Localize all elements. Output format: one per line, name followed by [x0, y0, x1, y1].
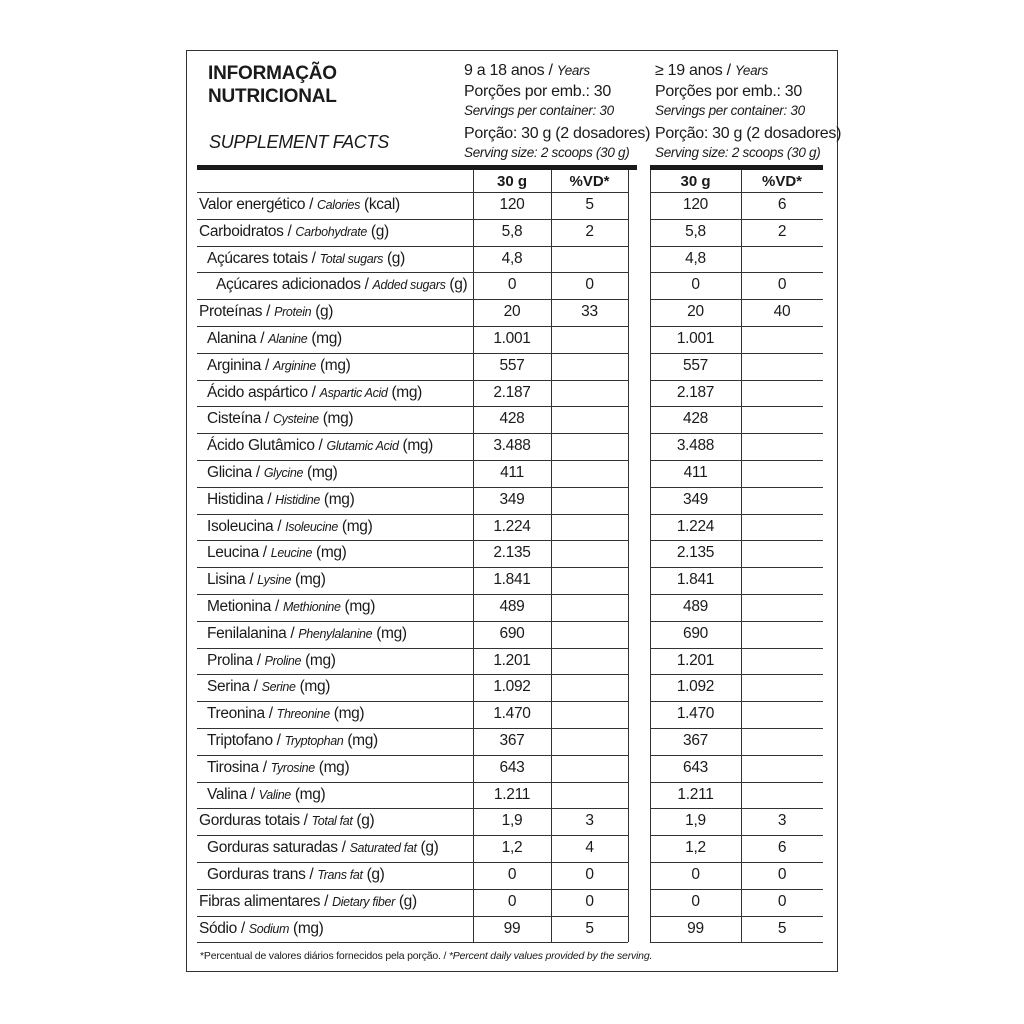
- row-divider: [650, 594, 823, 595]
- row-divider: [650, 862, 823, 863]
- row-divider: [650, 460, 823, 461]
- nutrient-label: Valina / Valine (mg): [207, 786, 326, 803]
- serving-size: Serving size: 2 scoops (30 g): [464, 145, 630, 160]
- nutrient-label: Fibras alimentares / Dietary fiber (g): [199, 893, 417, 910]
- cell-amount-teen: 99: [503, 920, 521, 937]
- portion-size: Porção: 30 g (2 dosadores): [655, 125, 842, 142]
- row-divider: [650, 487, 823, 488]
- nutrient-label: Serina / Serine (mg): [207, 678, 331, 695]
- panel-subtitle: SUPPLEMENT FACTS: [209, 132, 389, 152]
- cell-dv-adult: 5: [777, 920, 787, 937]
- row-divider: [650, 353, 823, 354]
- row-divider: [650, 514, 823, 515]
- row-divider: [197, 299, 628, 300]
- header-amount-adult: 30 g: [680, 173, 711, 190]
- cell-amount-adult: 1,2: [685, 839, 706, 856]
- row-divider: [197, 460, 628, 461]
- column-header-adult: ≥ 19 anos / Years Porções por emb.: 30 Servings per container: 30 Porção: 30 g (2 dosadores) Serving size: 2 scoops (30 g): [655, 62, 842, 160]
- cell-amount-teen: 1.001: [493, 330, 531, 347]
- portion-size: Porção: 30 g (2 dosadores): [464, 125, 651, 142]
- row-divider: [197, 326, 628, 327]
- cell-amount-adult: 489: [683, 598, 708, 615]
- cell-amount-adult: 1.201: [676, 652, 715, 669]
- cell-dv-adult: 0: [777, 276, 787, 293]
- cell-amount-teen: 1.211: [493, 786, 531, 803]
- serving-size: Serving size: 2 scoops (30 g): [655, 145, 821, 160]
- row-divider: [650, 621, 823, 622]
- row-divider: [197, 514, 628, 515]
- cell-dv-adult: 3: [777, 812, 787, 829]
- cell-amount-adult: 2.187: [676, 384, 715, 401]
- cell-amount-teen: 4,8: [501, 250, 523, 267]
- nutrient-label: Cisteína / Cysteine (mg): [207, 410, 354, 427]
- footnote: *Percentual de valores diários fornecidos pela porção. / *Percent daily values provided by the serving.: [200, 950, 653, 962]
- row-divider: [197, 406, 628, 407]
- row-divider: [650, 326, 823, 327]
- cell-amount-teen: 690: [499, 625, 525, 642]
- nutrient-label: Leucina / Leucine (mg): [207, 544, 347, 561]
- row-divider: [197, 219, 628, 220]
- nutrient-label: Tirosina / Tyrosine (mg): [207, 759, 350, 776]
- cell-dv-adult: 2: [777, 223, 787, 240]
- cell-amount-teen: 0: [507, 893, 517, 910]
- cell-amount-adult: 120: [683, 196, 708, 213]
- cell-amount-teen: 1.201: [493, 652, 531, 669]
- nutrient-label: Açúcares adicionados / Added sugars (g): [216, 276, 468, 293]
- cell-amount-teen: 367: [499, 732, 525, 749]
- row-divider: [197, 433, 628, 434]
- nutrient-label: Ácido aspártico / Aspartic Acid (mg): [207, 384, 422, 401]
- cell-amount-teen: 2.135: [493, 544, 531, 561]
- row-divider: [650, 728, 823, 729]
- row-divider: [197, 755, 628, 756]
- cell-amount-adult: 367: [683, 732, 708, 749]
- nutrient-label: Prolina / Proline (mg): [207, 652, 336, 669]
- cell-amount-teen: 349: [499, 491, 525, 508]
- cell-amount-adult: 1.470: [676, 705, 715, 722]
- header-rule: [197, 165, 823, 170]
- cell-amount-adult: 643: [683, 759, 708, 776]
- cell-dv-adult: 6: [777, 196, 787, 213]
- cell-amount-adult: 1,9: [685, 812, 706, 829]
- nutrient-label: Alanina / Alanine (mg): [207, 330, 342, 347]
- cell-dv-teen: 4: [585, 839, 594, 856]
- cell-amount-teen: 0: [507, 276, 517, 293]
- row-divider: [197, 889, 628, 890]
- row-divider: [650, 674, 823, 675]
- cell-amount-teen: 411: [500, 464, 524, 481]
- row-divider: [650, 272, 823, 273]
- age-range-en: Years: [734, 63, 768, 78]
- row-divider: [197, 594, 628, 595]
- cell-dv-teen: 2: [585, 223, 594, 240]
- cell-amount-adult: 5,8: [685, 223, 706, 240]
- row-divider: [197, 835, 628, 836]
- row-divider: [650, 540, 823, 541]
- row-divider: [197, 192, 628, 193]
- row-divider: [197, 942, 628, 943]
- row-divider: [650, 648, 823, 649]
- cell-amount-teen: 1,9: [501, 812, 523, 829]
- cell-amount-adult: 99: [687, 920, 704, 937]
- cell-amount-adult: 0: [691, 866, 700, 883]
- nutrient-label: Isoleucina / Isoleucine (mg): [207, 518, 373, 535]
- row-divider: [197, 674, 628, 675]
- nutrient-label: Fenilalanina / Phenylalanine (mg): [207, 625, 407, 642]
- cell-amount-adult: 20: [687, 303, 704, 320]
- nutrient-label: Treonina / Threonine (mg): [207, 705, 365, 722]
- row-divider: [650, 942, 823, 943]
- cell-amount-adult: 1.224: [676, 518, 715, 535]
- nutrient-label: Valor energético / Calories (kcal): [199, 196, 400, 213]
- cell-amount-adult: 557: [683, 357, 708, 374]
- title-line-2: NUTRICIONAL: [208, 86, 337, 107]
- row-divider: [197, 487, 628, 488]
- cell-amount-adult: 1.211: [677, 786, 714, 803]
- nutrient-label: Sódio / Sodium (mg): [199, 920, 324, 937]
- cell-dv-teen: 0: [585, 866, 594, 883]
- cell-dv-adult: 0: [777, 866, 787, 883]
- row-divider: [197, 246, 628, 247]
- cell-dv-teen: 5: [585, 920, 594, 937]
- row-divider: [650, 192, 823, 193]
- row-divider: [650, 406, 823, 407]
- nutrient-label: Histidina / Histidine (mg): [207, 491, 355, 508]
- cell-dv-teen: 0: [585, 276, 594, 293]
- cell-dv-teen: 0: [585, 893, 594, 910]
- cell-amount-adult: 4,8: [685, 250, 706, 267]
- cell-amount-adult: 1.001: [676, 330, 715, 347]
- row-divider: [650, 889, 823, 890]
- row-divider: [650, 299, 823, 300]
- row-divider: [197, 728, 628, 729]
- panel-title: [208, 62, 337, 108]
- row-divider: [197, 567, 628, 568]
- age-range: ≥ 19 anos: [655, 62, 723, 79]
- row-divider: [650, 433, 823, 434]
- cell-amount-teen: 489: [499, 598, 525, 615]
- row-divider: [650, 219, 823, 220]
- title-line-1: INFORMAÇÃO: [208, 63, 337, 84]
- nutrient-label: Gorduras trans / Trans fat (g): [207, 866, 385, 883]
- cell-amount-adult: 411: [683, 464, 708, 481]
- cell-amount-adult: 0: [691, 276, 700, 293]
- cell-amount-teen: 1.470: [493, 705, 531, 722]
- row-divider: [650, 701, 823, 702]
- cell-amount-adult: 428: [683, 410, 708, 427]
- row-divider: [650, 246, 823, 247]
- row-divider: [197, 272, 628, 273]
- cell-amount-teen: 428: [499, 410, 525, 427]
- cell-dv-adult: 40: [773, 303, 791, 320]
- row-divider: [197, 808, 628, 809]
- row-divider: [197, 782, 628, 783]
- nutrient-label: Arginina / Arginine (mg): [207, 357, 351, 374]
- column-header-teen: 9 a 18 anos / Years Porções por emb.: 30 Servings per container: 30 Porção: 30 g (2 dosadores) Serving size: 2 scoops (30 g): [464, 62, 651, 160]
- nutrient-label: Carboidratos / Carbohydrate (g): [199, 223, 389, 240]
- cell-amount-teen: 1,2: [501, 839, 523, 856]
- portions-per-container: Porções por emb.: 30: [655, 83, 802, 100]
- servings-per-container: Servings per container: 30: [655, 103, 805, 118]
- row-divider: [197, 648, 628, 649]
- cell-amount-adult: 2.135: [676, 544, 715, 561]
- nutrient-label: Gorduras saturadas / Saturated fat (g): [207, 839, 439, 856]
- row-divider: [197, 701, 628, 702]
- cell-amount-adult: 1.092: [676, 678, 715, 695]
- nutrient-label: Triptofano / Tryptophan (mg): [207, 732, 378, 749]
- cell-amount-adult: 690: [683, 625, 708, 642]
- row-divider: [197, 353, 628, 354]
- servings-per-container: Servings per container: 30: [464, 103, 614, 118]
- row-divider: [197, 862, 628, 863]
- cell-amount-teen: 5,8: [501, 223, 523, 240]
- cell-amount-adult: 0: [691, 893, 700, 910]
- nutrient-label: Metionina / Methionine (mg): [207, 598, 376, 615]
- header-dv-teen: %VD*: [569, 173, 610, 190]
- nutrient-label: Ácido Glutâmico / Glutamic Acid (mg): [207, 437, 433, 454]
- cell-amount-teen: 120: [499, 196, 525, 213]
- cell-dv-teen: 33: [581, 303, 598, 320]
- cell-dv-teen: 3: [585, 812, 594, 829]
- header-dv-adult: %VD*: [761, 173, 802, 190]
- cell-amount-teen: 3.488: [493, 437, 531, 454]
- row-divider: [650, 755, 823, 756]
- header-amount-teen: 30 g: [496, 173, 527, 190]
- cell-dv-adult: 0: [777, 893, 787, 910]
- nutrient-label: Glicina / Glycine (mg): [207, 464, 338, 481]
- cell-amount-teen: 20: [503, 303, 521, 320]
- cell-amount-teen: 557: [499, 357, 525, 374]
- nutrient-label: Proteínas / Protein (g): [199, 303, 334, 320]
- cell-amount-teen: 1.092: [493, 678, 531, 695]
- row-divider: [650, 380, 823, 381]
- row-divider: [197, 540, 628, 541]
- nutrient-label: Açúcares totais / Total sugars (g): [207, 250, 405, 267]
- row-divider: [197, 380, 628, 381]
- cell-amount-adult: 349: [683, 491, 708, 508]
- row-divider: [650, 808, 823, 809]
- cell-dv-teen: 5: [585, 196, 594, 213]
- portions-per-container: Porções por emb.: 30: [464, 83, 611, 100]
- age-range: 9 a 18 anos: [464, 62, 545, 79]
- row-divider: [650, 835, 823, 836]
- row-divider: [197, 916, 628, 917]
- column-divider: [628, 170, 629, 942]
- nutrient-label: Gorduras totais / Total fat (g): [199, 812, 375, 829]
- row-divider: [650, 782, 823, 783]
- row-divider: [650, 567, 823, 568]
- nutrient-label: Lisina / Lysine (mg): [207, 571, 326, 588]
- cell-amount-teen: 0: [507, 866, 517, 883]
- age-range-en: Years: [556, 63, 590, 78]
- cell-amount-teen: 2.187: [493, 384, 531, 401]
- row-divider: [197, 621, 628, 622]
- cell-amount-adult: 1.841: [676, 571, 715, 588]
- cell-amount-teen: 643: [499, 759, 525, 776]
- cell-amount-teen: 1.841: [493, 571, 531, 588]
- cell-amount-adult: 3.488: [676, 437, 715, 454]
- cell-amount-teen: 1.224: [493, 518, 531, 535]
- cell-dv-adult: 6: [777, 839, 787, 856]
- row-divider: [650, 916, 823, 917]
